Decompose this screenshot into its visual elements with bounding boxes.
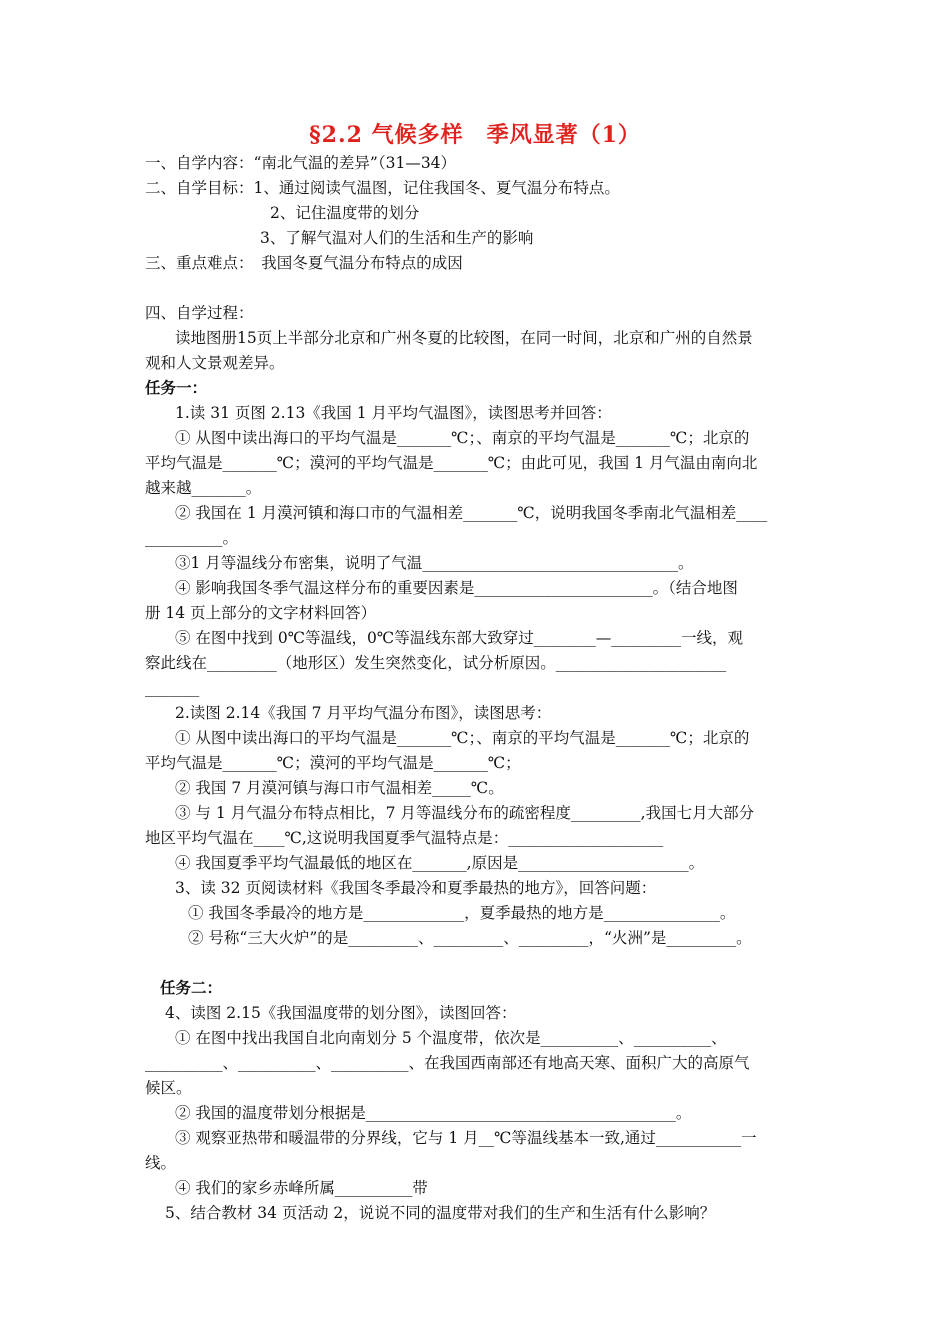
text-line: ② 我国的温度带划分根据是________________________________________。 [175, 1104, 692, 1122]
text-line: ③ 观察亚热带和暖温带的分界线，它与 1 月__℃等温线基本一致,通过___________一 [175, 1129, 757, 1147]
text-line: ③1 月等温线分布密集，说明了气温_________________________________。 [175, 554, 694, 572]
text-line: ④ 影响我国冬季气温这样分布的重要因素是_______________________。（结合地图 [175, 579, 738, 597]
text-line: ④ 我国夏季平均气温最低的地区在_______,原因是______________________。 [175, 854, 705, 872]
text-line: 2、记住温度带的划分 [270, 204, 420, 222]
text-line: 线。 [145, 1154, 177, 1172]
text-line: 册 14 页上部分的文字材料回答） [145, 604, 377, 622]
text-line: 3、读 32 页阅读材料《我国冬季最冷和夏季最热的地方》，回答问题： [175, 879, 657, 897]
text-line: ① 从图中读出海口的平均气温是_______℃；、南京的平均气温是_______℃；北京的 [175, 429, 750, 447]
text-line: 5、结合教材 34 页活动 2，说说不同的温度带对我们的生产和生活有什么影响？ [165, 1204, 716, 1222]
text-line: 一、自学内容：“南北气温的差异”（31—34） [145, 154, 457, 172]
text-line: 任务一： [145, 378, 208, 397]
text-line: 四、自学过程： [145, 304, 254, 322]
text-line: ① 我国冬季最冷的地方是_____________，夏季最热的地方是_______________。 [188, 904, 736, 922]
text-line: _______ [145, 679, 200, 697]
text-line: ② 我国 7 月漠河镇与海口市气温相差_____℃。 [175, 779, 504, 797]
text-line: 察此线在_________（地形区）发生突然变化，试分析原因。______________________ [145, 654, 727, 672]
text-line: ③ 与 1 月气温分布特点相比，7 月等温线分布的疏密程度_________,我国七月大部分 [175, 804, 755, 822]
text-line: 越来越_______。 [145, 479, 262, 497]
text-line: 4、读图 2.15《我国温度带的划分图》，读图回答： [165, 1004, 517, 1022]
text-line: 地区平均气温在____℃,这说明我国夏季气温特点是：____________________ [145, 829, 664, 847]
text-line: 二、自学目标：1、通过阅读气温图，记住我国冬、夏气温分布特点。 [145, 179, 620, 197]
text-line: 三、重点难点： 我国冬夏气温分布特点的成因 [145, 254, 463, 272]
text-line: __________、__________、__________、在我国西南部还有地高天寒、面积广大的高原气 [145, 1054, 750, 1072]
text-line: 平均气温是_______℃；漠河的平均气温是_______℃； [145, 754, 521, 772]
text-line: ① 在图中找出我国自北向南划分 5 个温度带，依次是__________、__________、 [175, 1029, 727, 1047]
text-line: ④ 我们的家乡赤峰所属__________带 [175, 1179, 428, 1197]
text-line: 观和人文景观差异。 [145, 354, 285, 372]
page-title: §2.2 气候多样 季风显著（1） [309, 122, 641, 148]
text-line: ② 我国在 1 月漠河镇和海口市的气温相差_______℃，说明我国冬季南北气温相差____ [175, 504, 768, 522]
text-line: 2.读图 2.14《我国 7 月平均气温分布图》，读图思考： [175, 704, 552, 722]
text-line: 平均气温是_______℃；漠河的平均气温是_______℃；由此可见，我国 1 月气温由南向北 [145, 454, 758, 472]
text-line: 1.读 31 页图 2.13《我国 1 月平均气温图》，读图思考并回答： [175, 404, 612, 422]
text-line: 3、了解气温对人们的生活和生产的影响 [260, 229, 534, 247]
text-line: 候区。 [145, 1079, 192, 1097]
text-line: ① 从图中读出海口的平均气温是_______℃；、南京的平均气温是_______℃；北京的 [175, 729, 750, 747]
text-line: 任务二： [160, 978, 223, 997]
text-line: ② 号称“三大火炉”的是_________、_________、_________，“火洲”是_________。 [188, 929, 752, 947]
text-line: 读地图册15页上半部分北京和广州冬夏的比较图，在同一时间，北京和广州的自然景 [175, 329, 753, 347]
text-line: __________。 [145, 529, 239, 547]
text-line: ⑤ 在图中找到 0℃等温线，0℃等温线东部大致穿过________—_________一线，观 [175, 629, 744, 647]
